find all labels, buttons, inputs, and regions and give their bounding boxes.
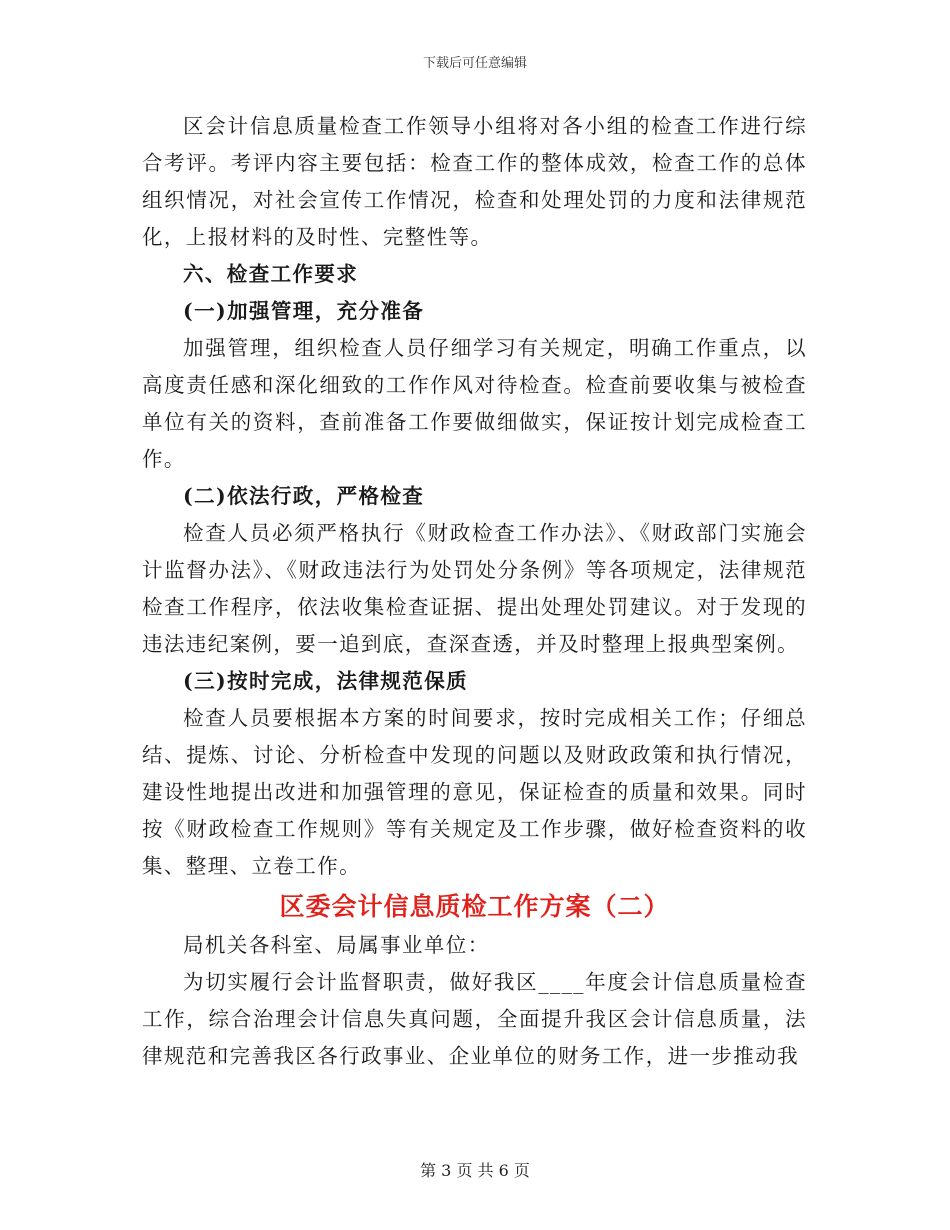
paragraph-lawful-inspection: 检查人员必须严格执行《财政检查工作办法》、《财政部门实施会计监督办法》、《财政违法行为处罚处分条例》等各项规定，法律规范检查工作程序，依法收集检查证据、提出处理处罚建议。对于发现的违法违纪案例，要一追到底，查深查透，并及时整理上报典型案例。: [142, 521, 807, 656]
salutation: 局机关各科室、局属事业单位：: [183, 933, 490, 957]
page-number: 第 3 页 共 6 页: [420, 1161, 530, 1180]
paragraph-evaluation: 区会计信息质量检查工作领导小组将对各小组的检查工作进行综合考评。考评内容主要包括：检查工作的整体成效，检查工作的总体组织情况，对社会宣传工作情况，检查和处理处罚的力度和法律规范化，上报材料的及时性、完整性等。: [142, 114, 807, 249]
paragraph-intro: 为切实履行会计监督职责，做好我区____年度会计信息质量检查工作，综合治理会计信息失真问题，全面提升我区会计信息质量，法律规范和完善我区各行政事业、企业单位的财务工作，进一步推动我: [142, 970, 807, 1068]
subheading-management: (一)加强管理，充分准备: [183, 299, 425, 323]
page-header: 下载后可任意编辑: [422, 56, 527, 71]
document-title-part2: 区委会计信息质检工作方案（二）: [279, 892, 670, 921]
section-heading-requirements: 六、检查工作要求: [183, 262, 359, 286]
subheading-lawful-inspection: (二)依法行政，严格检查: [183, 484, 425, 508]
subheading-on-time: (三)按时完成，法律规范保质: [183, 669, 468, 693]
document-body: [142, 108, 807, 1075]
paragraph-management: 加强管理，组织检查人员仔细学习有关规定，明确工作重点，以高度责任感和深化细致的工作作风对待检查。检查前要收集与被检查单位有关的资料，查前准备工作要做细做实，保证按计划完成检查工作。: [142, 336, 807, 471]
paragraph-on-time: 检查人员要根据本方案的时间要求，按时完成相关工作；仔细总结、提炼、讨论、分析检查中发现的问题以及财政政策和执行情况，建设性地提出改进和加强管理的意见，保证检查的质量和效果。同时按《财政检查工作规则》等有关规定及工作步骤，做好检查资料的收集、整理、立卷工作。: [142, 706, 807, 878]
